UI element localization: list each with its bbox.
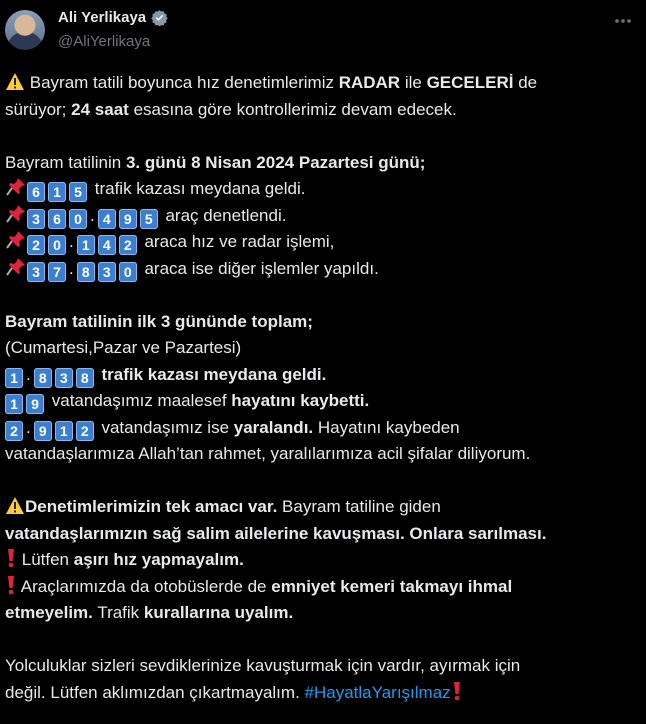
text: vatandaşlarımıza Allah’tan rahmet, yaralılarımıza acil şifalar diliyorum. — [5, 444, 531, 463]
keycap-digit: 8 — [77, 262, 95, 282]
text: Bayram tatilinin — [5, 152, 122, 172]
keycap-digit: 9 — [119, 209, 137, 229]
stat-line — [5, 176, 633, 203]
pushpin-icon — [5, 257, 27, 286]
keycap-digit: 1 — [5, 394, 23, 414]
keycap-digit: 1 — [48, 182, 66, 202]
keycap-digit: 0 — [119, 262, 137, 282]
pushpin-icon — [5, 177, 27, 206]
text-bold: Denetimlerimizin tek amacı var. — [25, 497, 278, 516]
keycap-digit: 0 — [48, 235, 66, 255]
text: araca ise diğer işlemler yapıldı. — [144, 258, 379, 278]
keycap-digit: 9 — [26, 394, 44, 414]
keycap-digit: 8 — [34, 368, 52, 388]
text-bold: GECELERİ — [426, 73, 514, 92]
text-bold: 3. günü 8 Nisan 2024 Pazartesi günü; — [125, 152, 426, 172]
keycap-digit: 2 — [76, 421, 94, 441]
keycap-digit: 3 — [55, 368, 73, 388]
text: Trafik — [97, 603, 140, 622]
keycap-digit: 5 — [140, 209, 158, 229]
keycap-digit: 3 — [27, 209, 45, 229]
keycap-digit: 1 — [77, 235, 95, 255]
text-bold: emniyet kemeri takmayı ihmal — [271, 576, 513, 596]
keycap-digit: 6 — [48, 209, 66, 229]
author-handle[interactable]: @AliYerlikaya — [58, 33, 151, 50]
text-bold: 24 saat — [71, 99, 129, 119]
keycap-digit: 1 — [5, 368, 23, 388]
more-options-icon[interactable] — [612, 10, 634, 32]
stat-line — [5, 229, 633, 256]
text: araç denetlendi. — [165, 205, 287, 225]
keycap-digit: 3 — [27, 262, 45, 282]
keycap-digit: 0 — [69, 209, 87, 229]
keycap-digit: 2 — [27, 235, 45, 255]
keycap-digit: 8 — [76, 368, 94, 388]
keycap-digit: 4 — [98, 235, 116, 255]
number-separator: . — [69, 258, 74, 278]
exclamation-icon — [5, 548, 17, 568]
number-separator: . — [90, 205, 95, 225]
number-separator: . — [26, 364, 31, 384]
keycap-digit: 5 — [69, 182, 87, 202]
keycap-digit: 2 — [5, 421, 23, 441]
text-bold: hayatını kaybetti. — [231, 391, 370, 410]
keycap-digit: 6 — [27, 182, 45, 202]
author-name[interactable]: Ali Yerlikaya — [58, 9, 147, 26]
keycap-digit: 3 — [98, 262, 116, 282]
text: esasına göre kontrollerimiz devam edecek. — [133, 99, 457, 119]
text-bold: trafik kazası meydana geldi. — [101, 364, 327, 384]
number-separator: . — [69, 232, 74, 251]
text: (Cumartesi,Pazar ve Pazartesi) — [5, 338, 242, 357]
keycap-digit: 7 — [48, 262, 66, 282]
text: Bayram tatiline giden — [282, 497, 441, 516]
text-bold: vatandaşlarımızın sağ salim ailelerine kavuşması. Onlara sarılması. — [5, 523, 547, 543]
exclamation-icon — [5, 575, 17, 595]
text: ile — [404, 73, 422, 92]
text-bold: aşırı hız yapmayalım. — [73, 550, 244, 569]
text: de — [518, 73, 538, 92]
text: Yolculuklar sizleri sevdiklerinize kavuşturmak için vardır, ayırmak için — [5, 656, 521, 675]
keycap-digit: 1 — [55, 421, 73, 441]
name-row — [58, 9, 168, 26]
text: trafik kazası meydana geldi. — [94, 179, 306, 198]
verified-badge-icon — [151, 9, 168, 26]
text-bold: Bayram tatilinin ilk 3 gününde toplam; — [5, 311, 313, 331]
text-bold: RADAR — [338, 73, 401, 92]
hashtag-link[interactable]: #HayatlaYarışılmaz — [304, 682, 451, 702]
keycap-digit: 4 — [98, 209, 116, 229]
text: Bayram tatili boyunca hız denetimlerimiz — [29, 73, 334, 92]
text-bold: etmeyelim. — [5, 603, 93, 622]
keycap-digit: 2 — [119, 235, 137, 255]
exclamation-icon — [451, 681, 463, 701]
tweet-text — [5, 70, 633, 706]
stat-line — [5, 203, 633, 230]
tweet-header — [0, 0, 646, 68]
number-separator: . — [26, 417, 31, 437]
text: vatandaşımız maalesef — [51, 391, 227, 410]
avatar[interactable] — [5, 10, 45, 50]
text: Hayatını kaybeden — [317, 417, 460, 437]
pushpin-icon — [5, 204, 27, 233]
stat-line — [5, 256, 633, 283]
pushpin-icon — [5, 230, 27, 259]
text: araca hız ve radar işlemi, — [144, 232, 335, 251]
warning-icon — [5, 496, 25, 515]
text: değil. Lütfen aklımızdan çıkartmayalım. — [5, 682, 300, 702]
text-bold: yaralandı. — [233, 417, 314, 437]
keycap-digit: 9 — [34, 421, 52, 441]
text: sürüyor; — [5, 99, 67, 119]
text: Lütfen — [21, 550, 69, 569]
warning-icon — [5, 72, 25, 91]
text-bold: kurallarına uyalım. — [143, 603, 294, 622]
text: Araçlarımızda da otobüslerde de — [20, 576, 267, 596]
text: vatandaşımız ise — [101, 417, 230, 437]
